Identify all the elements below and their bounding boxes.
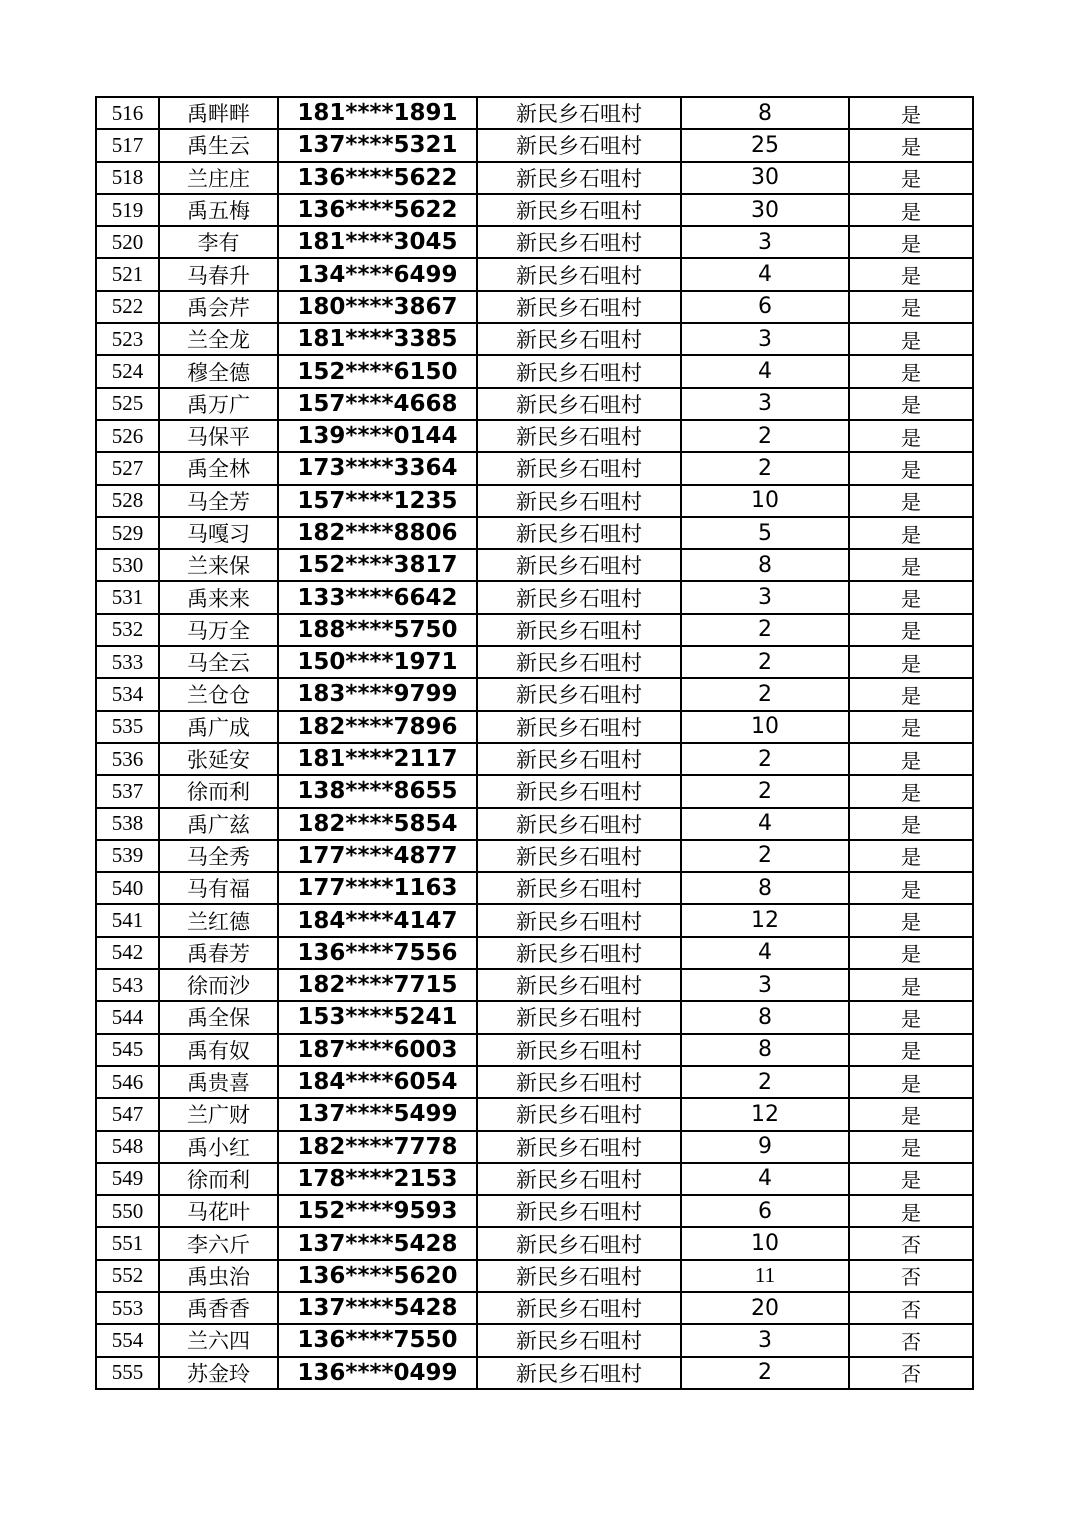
count-cell: 2 (681, 775, 849, 807)
name-cell: 苏金玲 (159, 1357, 278, 1389)
village-cell: 新民乡石咀村 (477, 937, 681, 969)
name-cell: 马全秀 (159, 840, 278, 872)
count-cell: 4 (681, 258, 849, 290)
count-cell: 8 (681, 97, 849, 129)
count-cell: 2 (681, 1066, 849, 1098)
name-cell: 张延安 (159, 743, 278, 775)
count-cell: 3 (681, 323, 849, 355)
row-index-cell: 551 (96, 1227, 159, 1259)
table-row (96, 872, 973, 904)
count-cell: 6 (681, 1195, 849, 1227)
phone-cell: 136****5620 (278, 1260, 477, 1292)
name-cell: 马嘎习 (159, 517, 278, 549)
village-cell: 新民乡石咀村 (477, 323, 681, 355)
phone-cell: 181****2117 (278, 743, 477, 775)
row-index-cell: 518 (96, 162, 159, 194)
name-cell: 兰仓仓 (159, 678, 278, 710)
row-index-cell: 533 (96, 646, 159, 678)
village-cell: 新民乡石咀村 (477, 420, 681, 452)
name-cell: 兰庄庄 (159, 162, 278, 194)
table-row (96, 1357, 973, 1389)
table-row (96, 1034, 973, 1066)
table-row (96, 355, 973, 387)
row-index-cell: 537 (96, 775, 159, 807)
count-cell: 11 (681, 1260, 849, 1292)
table-row (96, 775, 973, 807)
flag-cell: 是 (849, 904, 973, 936)
row-index-cell: 522 (96, 291, 159, 323)
phone-cell: 182****5854 (278, 808, 477, 840)
village-cell: 新民乡石咀村 (477, 904, 681, 936)
flag-cell: 是 (849, 775, 973, 807)
row-index-cell: 541 (96, 904, 159, 936)
village-cell: 新民乡石咀村 (477, 678, 681, 710)
village-cell: 新民乡石咀村 (477, 1001, 681, 1033)
name-cell: 禹全林 (159, 452, 278, 484)
flag-cell: 是 (849, 711, 973, 743)
row-index-cell: 528 (96, 485, 159, 517)
flag-cell: 是 (849, 840, 973, 872)
name-cell: 穆全德 (159, 355, 278, 387)
village-cell: 新民乡石咀村 (477, 1131, 681, 1163)
name-cell: 禹广成 (159, 711, 278, 743)
count-cell: 3 (681, 388, 849, 420)
row-index-cell: 542 (96, 937, 159, 969)
phone-cell: 188****5750 (278, 614, 477, 646)
count-cell: 2 (681, 678, 849, 710)
row-index-cell: 550 (96, 1195, 159, 1227)
row-index-cell: 548 (96, 1131, 159, 1163)
village-cell: 新民乡石咀村 (477, 614, 681, 646)
flag-cell: 是 (849, 678, 973, 710)
count-cell: 3 (681, 969, 849, 1001)
table-row (96, 711, 973, 743)
name-cell: 禹春芳 (159, 937, 278, 969)
table-row (96, 1260, 973, 1292)
name-cell: 李有 (159, 226, 278, 258)
phone-cell: 150****1971 (278, 646, 477, 678)
phone-cell: 182****8806 (278, 517, 477, 549)
flag-cell: 是 (849, 258, 973, 290)
count-cell: 2 (681, 452, 849, 484)
name-cell: 禹会芹 (159, 291, 278, 323)
table-row (96, 194, 973, 226)
name-cell: 马花叶 (159, 1195, 278, 1227)
phone-cell: 136****0499 (278, 1357, 477, 1389)
count-cell: 3 (681, 581, 849, 613)
flag-cell: 是 (849, 743, 973, 775)
row-index-cell: 547 (96, 1098, 159, 1130)
row-index-cell: 535 (96, 711, 159, 743)
flag-cell: 是 (849, 291, 973, 323)
row-index-cell: 525 (96, 388, 159, 420)
count-cell: 10 (681, 1227, 849, 1259)
count-cell: 4 (681, 355, 849, 387)
row-index-cell: 553 (96, 1292, 159, 1324)
table-row (96, 1098, 973, 1130)
count-cell: 10 (681, 485, 849, 517)
flag-cell: 是 (849, 1066, 973, 1098)
row-index-cell: 538 (96, 808, 159, 840)
name-cell: 禹来来 (159, 581, 278, 613)
row-index-cell: 524 (96, 355, 159, 387)
table-row (96, 678, 973, 710)
row-index-cell: 543 (96, 969, 159, 1001)
table-row (96, 420, 973, 452)
table-row (96, 1292, 973, 1324)
table-row (96, 97, 973, 129)
count-cell: 6 (681, 291, 849, 323)
flag-cell: 是 (849, 614, 973, 646)
phone-cell: 183****9799 (278, 678, 477, 710)
phone-cell: 173****3364 (278, 452, 477, 484)
count-cell: 12 (681, 1098, 849, 1130)
phone-cell: 157****1235 (278, 485, 477, 517)
flag-cell: 否 (849, 1324, 973, 1356)
table-row (96, 904, 973, 936)
count-cell: 2 (681, 614, 849, 646)
name-cell: 马保平 (159, 420, 278, 452)
village-cell: 新民乡石咀村 (477, 97, 681, 129)
flag-cell: 是 (849, 549, 973, 581)
village-cell: 新民乡石咀村 (477, 646, 681, 678)
village-cell: 新民乡石咀村 (477, 485, 681, 517)
count-cell: 8 (681, 1034, 849, 1066)
name-cell: 禹五梅 (159, 194, 278, 226)
village-cell: 新民乡石咀村 (477, 1163, 681, 1195)
count-cell: 2 (681, 420, 849, 452)
table-row (96, 969, 973, 1001)
row-index-cell: 520 (96, 226, 159, 258)
village-cell: 新民乡石咀村 (477, 1034, 681, 1066)
phone-cell: 182****7896 (278, 711, 477, 743)
count-cell: 2 (681, 840, 849, 872)
flag-cell: 是 (849, 646, 973, 678)
flag-cell: 是 (849, 581, 973, 613)
phone-cell: 133****6642 (278, 581, 477, 613)
row-index-cell: 517 (96, 129, 159, 161)
count-cell: 2 (681, 646, 849, 678)
count-cell: 10 (681, 711, 849, 743)
table-row (96, 226, 973, 258)
village-cell: 新民乡石咀村 (477, 517, 681, 549)
village-cell: 新民乡石咀村 (477, 291, 681, 323)
village-cell: 新民乡石咀村 (477, 355, 681, 387)
roster-table (95, 96, 974, 1390)
village-cell: 新民乡石咀村 (477, 549, 681, 581)
table-row (96, 485, 973, 517)
flag-cell: 是 (849, 808, 973, 840)
phone-cell: 152****3817 (278, 549, 477, 581)
phone-cell: 182****7778 (278, 1131, 477, 1163)
table-row (96, 1131, 973, 1163)
phone-cell: 187****6003 (278, 1034, 477, 1066)
phone-cell: 137****5321 (278, 129, 477, 161)
flag-cell: 是 (849, 162, 973, 194)
name-cell: 徐而沙 (159, 969, 278, 1001)
row-index-cell: 552 (96, 1260, 159, 1292)
village-cell: 新民乡石咀村 (477, 1066, 681, 1098)
flag-cell: 是 (849, 1163, 973, 1195)
village-cell: 新民乡石咀村 (477, 1195, 681, 1227)
count-cell: 30 (681, 162, 849, 194)
phone-cell: 138****8655 (278, 775, 477, 807)
phone-cell: 139****0144 (278, 420, 477, 452)
table-row (96, 291, 973, 323)
row-index-cell: 539 (96, 840, 159, 872)
table-row (96, 388, 973, 420)
name-cell: 禹有奴 (159, 1034, 278, 1066)
name-cell: 马有福 (159, 872, 278, 904)
table-row (96, 129, 973, 161)
flag-cell: 是 (849, 517, 973, 549)
count-cell: 3 (681, 1324, 849, 1356)
village-cell: 新民乡石咀村 (477, 840, 681, 872)
flag-cell: 是 (849, 1195, 973, 1227)
name-cell: 马全芳 (159, 485, 278, 517)
count-cell: 8 (681, 1001, 849, 1033)
flag-cell: 是 (849, 937, 973, 969)
village-cell: 新民乡石咀村 (477, 743, 681, 775)
phone-cell: 182****7715 (278, 969, 477, 1001)
village-cell: 新民乡石咀村 (477, 1098, 681, 1130)
flag-cell: 是 (849, 420, 973, 452)
row-index-cell: 519 (96, 194, 159, 226)
table-row (96, 937, 973, 969)
table-row (96, 517, 973, 549)
row-index-cell: 529 (96, 517, 159, 549)
row-index-cell: 536 (96, 743, 159, 775)
count-cell: 20 (681, 1292, 849, 1324)
name-cell: 禹香香 (159, 1292, 278, 1324)
flag-cell: 是 (849, 1001, 973, 1033)
village-cell: 新民乡石咀村 (477, 1292, 681, 1324)
name-cell: 兰六四 (159, 1324, 278, 1356)
count-cell: 4 (681, 1163, 849, 1195)
row-index-cell: 546 (96, 1066, 159, 1098)
flag-cell: 是 (849, 355, 973, 387)
count-cell: 5 (681, 517, 849, 549)
phone-cell: 153****5241 (278, 1001, 477, 1033)
name-cell: 禹虫治 (159, 1260, 278, 1292)
village-cell: 新民乡石咀村 (477, 226, 681, 258)
table-row (96, 258, 973, 290)
flag-cell: 是 (849, 969, 973, 1001)
table-row (96, 1001, 973, 1033)
village-cell: 新民乡石咀村 (477, 452, 681, 484)
village-cell: 新民乡石咀村 (477, 129, 681, 161)
phone-cell: 152****6150 (278, 355, 477, 387)
name-cell: 禹畔畔 (159, 97, 278, 129)
table-row (96, 1324, 973, 1356)
name-cell: 兰全龙 (159, 323, 278, 355)
row-index-cell: 531 (96, 581, 159, 613)
count-cell: 8 (681, 549, 849, 581)
village-cell: 新民乡石咀村 (477, 258, 681, 290)
phone-cell: 181****3385 (278, 323, 477, 355)
table-row (96, 452, 973, 484)
name-cell: 徐而利 (159, 1163, 278, 1195)
phone-cell: 136****7550 (278, 1324, 477, 1356)
phone-cell: 184****6054 (278, 1066, 477, 1098)
phone-cell: 136****5622 (278, 194, 477, 226)
village-cell: 新民乡石咀村 (477, 1324, 681, 1356)
village-cell: 新民乡石咀村 (477, 872, 681, 904)
phone-cell: 137****5428 (278, 1292, 477, 1324)
count-cell: 12 (681, 904, 849, 936)
phone-cell: 181****3045 (278, 226, 477, 258)
village-cell: 新民乡石咀村 (477, 969, 681, 1001)
village-cell: 新民乡石咀村 (477, 162, 681, 194)
name-cell: 马全云 (159, 646, 278, 678)
flag-cell: 是 (849, 97, 973, 129)
name-cell: 禹小红 (159, 1131, 278, 1163)
name-cell: 马春升 (159, 258, 278, 290)
roster-table-body (96, 97, 973, 1389)
phone-cell: 134****6499 (278, 258, 477, 290)
phone-cell: 177****1163 (278, 872, 477, 904)
phone-cell: 137****5499 (278, 1098, 477, 1130)
phone-cell: 157****4668 (278, 388, 477, 420)
flag-cell: 是 (849, 226, 973, 258)
village-cell: 新民乡石咀村 (477, 808, 681, 840)
row-index-cell: 516 (96, 97, 159, 129)
row-index-cell: 554 (96, 1324, 159, 1356)
name-cell: 兰红德 (159, 904, 278, 936)
count-cell: 4 (681, 937, 849, 969)
village-cell: 新民乡石咀村 (477, 1227, 681, 1259)
count-cell: 8 (681, 872, 849, 904)
village-cell: 新民乡石咀村 (477, 1357, 681, 1389)
flag-cell: 否 (849, 1292, 973, 1324)
table-row (96, 743, 973, 775)
flag-cell: 否 (849, 1260, 973, 1292)
table-row (96, 614, 973, 646)
phone-cell: 180****3867 (278, 291, 477, 323)
village-cell: 新民乡石咀村 (477, 388, 681, 420)
table-row (96, 1195, 973, 1227)
count-cell: 30 (681, 194, 849, 226)
phone-cell: 136****5622 (278, 162, 477, 194)
flag-cell: 是 (849, 323, 973, 355)
flag-cell: 是 (849, 1098, 973, 1130)
flag-cell: 是 (849, 388, 973, 420)
row-index-cell: 527 (96, 452, 159, 484)
table-row (96, 808, 973, 840)
count-cell: 4 (681, 808, 849, 840)
name-cell: 禹全保 (159, 1001, 278, 1033)
flag-cell: 是 (849, 872, 973, 904)
count-cell: 2 (681, 743, 849, 775)
flag-cell: 是 (849, 129, 973, 161)
phone-cell: 152****9593 (278, 1195, 477, 1227)
name-cell: 兰来保 (159, 549, 278, 581)
phone-cell: 178****2153 (278, 1163, 477, 1195)
phone-cell: 137****5428 (278, 1227, 477, 1259)
village-cell: 新民乡石咀村 (477, 194, 681, 226)
name-cell: 禹万广 (159, 388, 278, 420)
phone-cell: 181****1891 (278, 97, 477, 129)
name-cell: 兰广财 (159, 1098, 278, 1130)
name-cell: 马万全 (159, 614, 278, 646)
row-index-cell: 530 (96, 549, 159, 581)
table-row (96, 162, 973, 194)
table-row (96, 1227, 973, 1259)
row-index-cell: 545 (96, 1034, 159, 1066)
flag-cell: 是 (849, 485, 973, 517)
name-cell: 禹贵喜 (159, 1066, 278, 1098)
row-index-cell: 555 (96, 1357, 159, 1389)
row-index-cell: 526 (96, 420, 159, 452)
village-cell: 新民乡石咀村 (477, 1260, 681, 1292)
table-row (96, 840, 973, 872)
count-cell: 3 (681, 226, 849, 258)
row-index-cell: 540 (96, 872, 159, 904)
row-index-cell: 534 (96, 678, 159, 710)
table-row (96, 549, 973, 581)
row-index-cell: 521 (96, 258, 159, 290)
village-cell: 新民乡石咀村 (477, 711, 681, 743)
name-cell: 禹广兹 (159, 808, 278, 840)
flag-cell: 是 (849, 1034, 973, 1066)
flag-cell: 是 (849, 1131, 973, 1163)
table-row (96, 1066, 973, 1098)
table-row (96, 581, 973, 613)
row-index-cell: 549 (96, 1163, 159, 1195)
table-row (96, 646, 973, 678)
flag-cell: 是 (849, 194, 973, 226)
row-index-cell: 523 (96, 323, 159, 355)
phone-cell: 184****4147 (278, 904, 477, 936)
table-row (96, 1163, 973, 1195)
row-index-cell: 532 (96, 614, 159, 646)
village-cell: 新民乡石咀村 (477, 775, 681, 807)
name-cell: 禹生云 (159, 129, 278, 161)
name-cell: 徐而利 (159, 775, 278, 807)
count-cell: 2 (681, 1357, 849, 1389)
name-cell: 李六斤 (159, 1227, 278, 1259)
table-row (96, 323, 973, 355)
flag-cell: 否 (849, 1357, 973, 1389)
count-cell: 9 (681, 1131, 849, 1163)
row-index-cell: 544 (96, 1001, 159, 1033)
count-cell: 25 (681, 129, 849, 161)
flag-cell: 是 (849, 452, 973, 484)
flag-cell: 否 (849, 1227, 973, 1259)
village-cell: 新民乡石咀村 (477, 581, 681, 613)
phone-cell: 177****4877 (278, 840, 477, 872)
phone-cell: 136****7556 (278, 937, 477, 969)
